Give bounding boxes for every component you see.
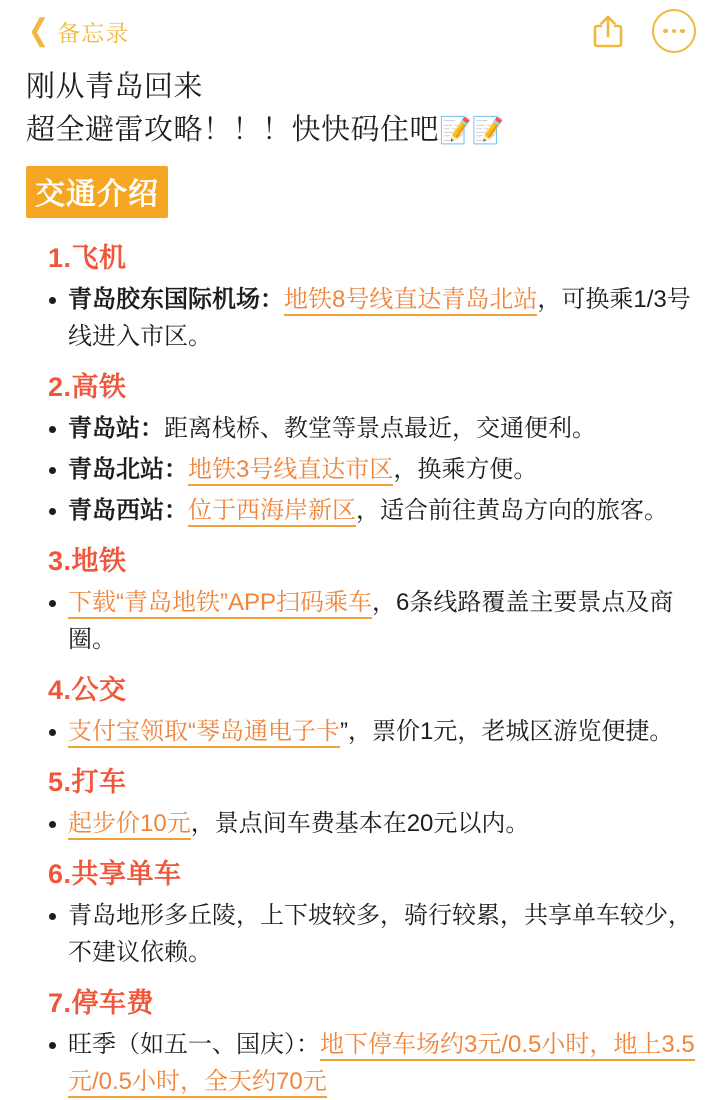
sub-heading: 3.地铁 bbox=[48, 546, 127, 576]
item-text: 青岛站： bbox=[68, 415, 164, 442]
item-text: ，适合前往黄岛方向的旅客。 bbox=[356, 497, 668, 524]
back-button-label: 备忘录 bbox=[57, 19, 130, 46]
highlighted-text[interactable]: 地下停车场约3元/0.5小时，地上3.5元/0.5小时，全天约70元 bbox=[68, 1031, 695, 1098]
list-item bbox=[46, 805, 696, 842]
item-text: 青岛北站： bbox=[68, 456, 188, 483]
item-text: 青岛胶东国际机场： bbox=[68, 286, 284, 313]
item-text: ，换乘方便。 bbox=[393, 456, 538, 483]
bullet-list bbox=[26, 897, 696, 971]
highlighted-text[interactable]: 地铁8号线直达青岛北站 bbox=[284, 286, 537, 316]
list-item bbox=[46, 897, 696, 971]
note-title-line-1: 刚从青岛回来 bbox=[26, 71, 204, 103]
highlighted-text[interactable]: 地铁3号线直达市区 bbox=[188, 456, 393, 486]
ellipsis-icon bbox=[652, 9, 696, 53]
sub-heading: 4.公交 bbox=[48, 675, 127, 705]
sub-heading: 1.飞机 bbox=[48, 243, 127, 273]
highlighted-text[interactable]: 支付宝领取“琴岛通电子卡 bbox=[68, 718, 340, 748]
item-text: ，可换乘1/3号线进入市区。 bbox=[68, 286, 691, 350]
highlighted-text[interactable]: 位于西海岸新区 bbox=[188, 497, 356, 527]
ellipsis-dot bbox=[680, 29, 685, 34]
back-button[interactable] bbox=[26, 15, 129, 48]
highlighted-text[interactable]: 下载“青岛地铁”APP扫码乘车 bbox=[68, 589, 372, 619]
list-item bbox=[46, 584, 696, 658]
bullet-list bbox=[26, 713, 696, 750]
bullet-list bbox=[26, 410, 696, 529]
list-item bbox=[46, 410, 696, 447]
transport-sections bbox=[26, 236, 696, 1100]
item-text: 距离栈桥、教堂等景点最近，交通便利。 bbox=[164, 415, 596, 442]
item-text: ”，票价1元，老城区游览便捷。 bbox=[340, 718, 674, 745]
sub-heading: 5.打车 bbox=[48, 767, 127, 797]
list-item bbox=[46, 451, 696, 488]
top-navigation-bar bbox=[0, 0, 720, 62]
chevron-left-icon: ❮ bbox=[27, 14, 50, 47]
note-content bbox=[0, 62, 720, 1100]
share-button[interactable] bbox=[586, 9, 630, 53]
bullet-list bbox=[26, 584, 696, 658]
highlighted-text[interactable]: 起步价10元 bbox=[68, 810, 191, 840]
item-text: 旺季（如五一、国庆）： bbox=[68, 1031, 320, 1058]
item-text: 青岛地形多丘陵，上下坡较多，骑行较累，共享单车较少，不建议依赖。 bbox=[68, 902, 692, 966]
list-item bbox=[46, 713, 696, 750]
memo-emoji: 📝📝 bbox=[439, 115, 505, 145]
sub-heading: 6.共享单车 bbox=[48, 859, 182, 889]
note-title-line-2 bbox=[26, 109, 696, 152]
bullet-list bbox=[26, 1026, 696, 1100]
more-options-button[interactable] bbox=[652, 9, 696, 53]
section-heading-transport: 交通介绍 bbox=[26, 166, 168, 218]
bullet-list bbox=[26, 281, 696, 355]
share-icon bbox=[593, 14, 623, 48]
list-item bbox=[46, 281, 696, 355]
item-text: ，6条线路覆盖主要景点及商圈。 bbox=[68, 589, 674, 653]
note-title-line-2-text: 超全避雷攻略！！！快快码住吧 bbox=[26, 114, 440, 146]
list-item bbox=[46, 492, 696, 529]
sub-heading: 2.高铁 bbox=[48, 372, 127, 402]
ellipsis-dot bbox=[672, 29, 677, 34]
bullet-list bbox=[26, 805, 696, 842]
item-text: ，景点间车费基本在20元以内。 bbox=[190, 810, 530, 837]
sub-heading: 7.停车费 bbox=[48, 988, 155, 1018]
item-text: 青岛西站： bbox=[68, 497, 188, 524]
ellipsis-dot bbox=[663, 29, 668, 34]
list-item bbox=[46, 1026, 696, 1100]
